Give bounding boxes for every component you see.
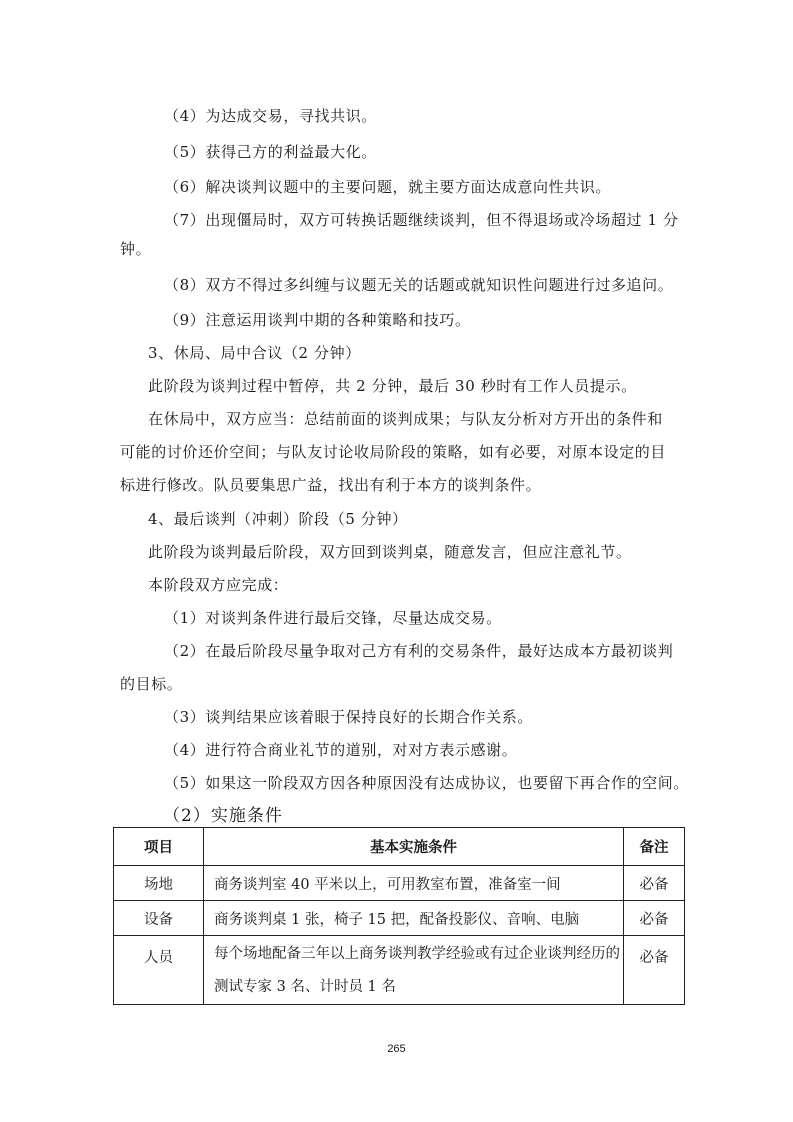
- paragraph-9: 此阶段为谈判最后阶段，双方回到谈判桌，随意发言，但应注意礼节。: [148, 543, 632, 561]
- section-title: （2）实施条件: [163, 806, 283, 826]
- paragraph-8-cont-1: 可能的讨价还价空间；与队友讨论收局阶段的策略，如有必要，对原本设定的目: [120, 443, 667, 461]
- header-note: 备注: [624, 828, 685, 866]
- paragraph-12-cont: 的目标。: [120, 675, 183, 693]
- cell-item: 人员: [114, 936, 204, 1005]
- table-header-row: [114, 828, 685, 866]
- paragraph-12: （2）在最后阶段尽量争取对己方有利的交易条件，最好达成本方最初谈判: [164, 642, 674, 660]
- paragraph-8-cont-2: 标进行修改。队员要集思广益，找出有利于本方的谈判条件。: [120, 476, 542, 494]
- cell-note: 必备: [624, 901, 685, 936]
- paragraph-2: （5）获得己方的利益最大化。: [164, 143, 377, 161]
- paragraph-14: （4）进行符合商业礼节的道别，对对方表示感谢。: [164, 741, 518, 759]
- cell-condition: [204, 936, 624, 1005]
- cell-condition: 商务谈判室 40 平米以上，可用教室布置，准备室一间: [204, 866, 624, 901]
- cell-item: 设备: [114, 901, 204, 936]
- paragraph-6: （9）注意运用谈判中期的各种策略和技巧。: [164, 311, 471, 329]
- cell-condition-text: 每个场地配备三年以上商务谈判教学经验或有过企业谈判经历的测试专家 3 名、计时员 1 名: [214, 946, 620, 995]
- paragraph-5: （8）双方不得过多纠缠与议题无关的话题或就知识性问题进行过多追问。: [164, 276, 674, 294]
- paragraph-7: 此阶段为谈判过程中暂停，共 2 分钟，最后 30 秒时有工作人员提示。: [148, 377, 637, 395]
- table-row: [114, 936, 685, 1005]
- paragraph-4: （7）出现僵局时，双方可转换话题继续谈判，但不得退场或冷场超过 1 分: [164, 211, 679, 229]
- subheading-break: 3、休局、局中合议（2 分钟）: [148, 344, 361, 362]
- table-row: [114, 901, 685, 936]
- paragraph-4-cont: 钟。: [120, 240, 152, 258]
- paragraph-1: （4）为达成交易，寻找共识。: [164, 107, 377, 125]
- paragraph-3: （6）解决谈判议题中的主要问题，就主要方面达成意向性共识。: [164, 178, 611, 196]
- table-row: [114, 866, 685, 901]
- header-condition: 基本实施条件: [204, 828, 624, 866]
- cell-condition: 商务谈判桌 1 张，椅子 15 把，配备投影仪、音响、电脑: [204, 901, 624, 936]
- header-item: 项目: [114, 828, 204, 866]
- paragraph-15: （5）如果这一阶段双方因各种原因没有达成协议，也要留下再合作的空间。: [164, 774, 689, 792]
- cell-note: 必备: [624, 866, 685, 901]
- paragraph-8: 在休局中，双方应当：总结前面的谈判成果；与队友分析对方开出的条件和: [148, 410, 663, 428]
- conditions-table: [113, 827, 685, 1005]
- cell-item: 场地: [114, 866, 204, 901]
- paragraph-10: 本阶段双方应完成：: [148, 576, 289, 594]
- cell-note: 必备: [624, 936, 685, 1005]
- paragraph-13: （3）谈判结果应该着眼于保持良好的长期合作关系。: [164, 708, 533, 726]
- subheading-final: 4、最后谈判（冲刺）阶段（5 分钟）: [148, 510, 408, 528]
- page-number: 265: [387, 1043, 406, 1055]
- paragraph-11: （1）对谈判条件进行最后交锋，尽量达成交易。: [164, 609, 502, 627]
